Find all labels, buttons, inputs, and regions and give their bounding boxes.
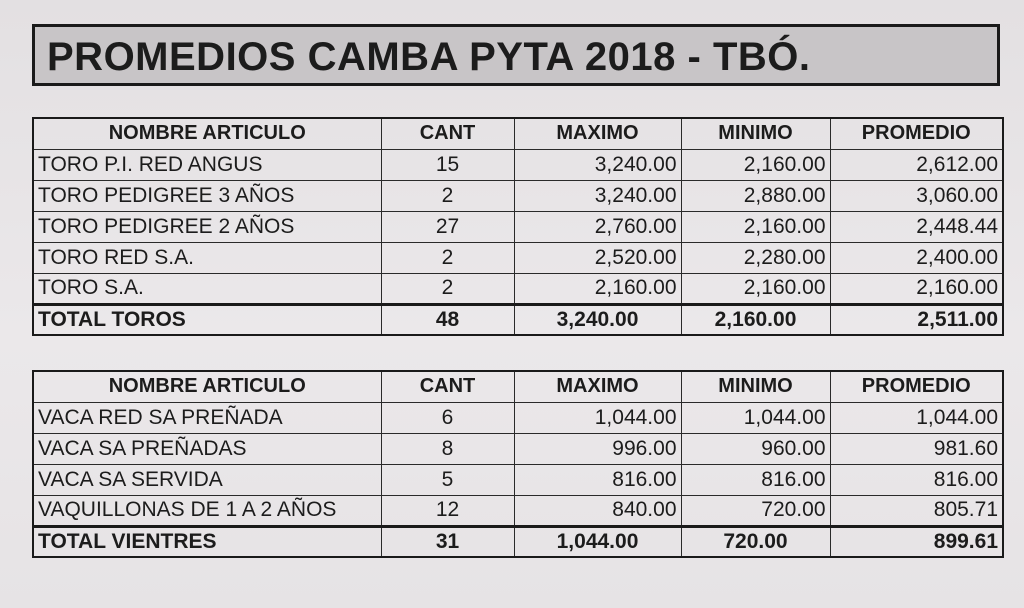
cell-promedio: 981.60	[830, 433, 1003, 464]
cell-cant: 6	[381, 402, 514, 433]
total-promedio: 899.61	[830, 526, 1003, 557]
col-header-promedio: PROMEDIO	[830, 371, 1003, 402]
cell-maximo: 840.00	[514, 495, 681, 526]
col-header-promedio: PROMEDIO	[830, 118, 1003, 149]
total-cant: 48	[381, 304, 514, 335]
cell-minimo: 2,280.00	[681, 242, 830, 273]
table-row	[33, 402, 1003, 433]
cell-maximo: 1,044.00	[514, 402, 681, 433]
cell-maximo: 2,160.00	[514, 273, 681, 304]
table-row	[33, 464, 1003, 495]
table-row	[33, 180, 1003, 211]
cell-minimo: 2,880.00	[681, 180, 830, 211]
cell-minimo: 2,160.00	[681, 211, 830, 242]
cell-nombre: VACA SA SERVIDA	[33, 464, 381, 495]
cell-promedio: 3,060.00	[830, 180, 1003, 211]
vientres-header-row	[33, 371, 1003, 402]
total-label: TOTAL TOROS	[33, 304, 381, 335]
cell-maximo: 3,240.00	[514, 149, 681, 180]
cell-minimo: 2,160.00	[681, 149, 830, 180]
cell-promedio: 2,160.00	[830, 273, 1003, 304]
cell-promedio: 2,612.00	[830, 149, 1003, 180]
vientres-table	[32, 370, 1004, 558]
cell-nombre: TORO RED S.A.	[33, 242, 381, 273]
cell-minimo: 816.00	[681, 464, 830, 495]
table-row	[33, 495, 1003, 526]
cell-promedio: 816.00	[830, 464, 1003, 495]
table-row	[33, 242, 1003, 273]
total-row-toros	[33, 304, 1003, 335]
cell-cant: 2	[381, 273, 514, 304]
title-box	[32, 24, 1000, 86]
cell-cant: 2	[381, 180, 514, 211]
cell-maximo: 2,760.00	[514, 211, 681, 242]
col-header-minimo: MINIMO	[681, 118, 830, 149]
cell-nombre: TORO PEDIGREE 2 AÑOS	[33, 211, 381, 242]
cell-nombre: VACA RED SA PREÑADA	[33, 402, 381, 433]
cell-nombre: VACA SA PREÑADAS	[33, 433, 381, 464]
col-header-maximo: MAXIMO	[514, 371, 681, 402]
toros-header-row	[33, 118, 1003, 149]
cell-promedio: 1,044.00	[830, 402, 1003, 433]
toros-table	[32, 117, 1004, 336]
total-label: TOTAL VIENTRES	[33, 526, 381, 557]
cell-cant: 2	[381, 242, 514, 273]
col-header-minimo: MINIMO	[681, 371, 830, 402]
cell-nombre: VAQUILLONAS DE 1 A 2 AÑOS	[33, 495, 381, 526]
cell-minimo: 960.00	[681, 433, 830, 464]
total-maximo: 3,240.00	[514, 304, 681, 335]
cell-nombre: TORO P.I. RED ANGUS	[33, 149, 381, 180]
cell-minimo: 1,044.00	[681, 402, 830, 433]
cell-maximo: 2,520.00	[514, 242, 681, 273]
cell-cant: 15	[381, 149, 514, 180]
cell-minimo: 2,160.00	[681, 273, 830, 304]
total-promedio: 2,511.00	[830, 304, 1003, 335]
col-header-nombre: NOMBRE ARTICULO	[33, 371, 381, 402]
cell-cant: 12	[381, 495, 514, 526]
table-row	[33, 273, 1003, 304]
cell-cant: 27	[381, 211, 514, 242]
col-header-maximo: MAXIMO	[514, 118, 681, 149]
cell-minimo: 720.00	[681, 495, 830, 526]
col-header-nombre: NOMBRE ARTICULO	[33, 118, 381, 149]
table-row	[33, 433, 1003, 464]
cell-promedio: 805.71	[830, 495, 1003, 526]
table-row	[33, 149, 1003, 180]
col-header-cant: CANT	[381, 371, 514, 402]
cell-promedio: 2,400.00	[830, 242, 1003, 273]
cell-promedio: 2,448.44	[830, 211, 1003, 242]
cell-maximo: 3,240.00	[514, 180, 681, 211]
cell-nombre: TORO S.A.	[33, 273, 381, 304]
cell-cant: 8	[381, 433, 514, 464]
table-row	[33, 211, 1003, 242]
page-title: PROMEDIOS CAMBA PYTA 2018 - TBÓ.	[47, 35, 811, 79]
cell-maximo: 996.00	[514, 433, 681, 464]
total-cant: 31	[381, 526, 514, 557]
total-row-vientres	[33, 526, 1003, 557]
total-minimo: 720.00	[681, 526, 830, 557]
total-minimo: 2,160.00	[681, 304, 830, 335]
cell-cant: 5	[381, 464, 514, 495]
cell-maximo: 816.00	[514, 464, 681, 495]
col-header-cant: CANT	[381, 118, 514, 149]
total-maximo: 1,044.00	[514, 526, 681, 557]
cell-nombre: TORO PEDIGREE 3 AÑOS	[33, 180, 381, 211]
